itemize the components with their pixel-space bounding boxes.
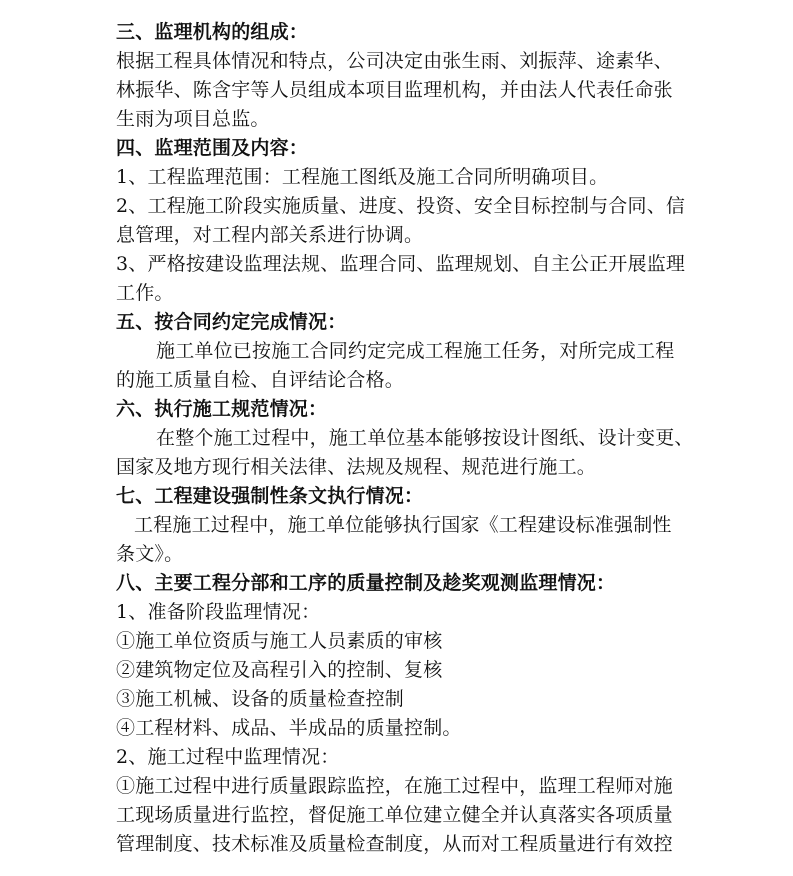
paragraph-line: 1、准备阶段监理情况：: [116, 601, 321, 623]
paragraph-line: 国家及地方现行相关法律、法规及规程、规范进行施工。: [116, 456, 597, 478]
section-heading-3: 三、监理机构的组成：: [116, 21, 309, 43]
paragraph-line: 工作。: [116, 282, 174, 304]
list-item: ③施工机械、设备的质量检查控制: [116, 688, 405, 710]
paragraph-line: 2、施工过程中监理情况：: [116, 746, 340, 768]
section-heading-4: 四、监理范围及内容：: [116, 137, 309, 159]
paragraph-line: 的施工质量自检、自评结论合格。: [116, 369, 405, 391]
paragraph-line: 施工单位已按施工合同约定完成工程施工任务，对所完成工程: [156, 340, 675, 362]
paragraph-line: 工程施工过程中，施工单位能够执行国家《工程建设标准强制性: [134, 514, 672, 536]
paragraph-line: 林振华、陈含宇等人员组成本项目监理机构，并由法人代表任命张: [116, 79, 673, 101]
paragraph-line: 息管理，对工程内部关系进行协调。: [116, 224, 424, 246]
paragraph-line: 2、工程施工阶段实施质量、进度、投资、安全目标控制与合同、信: [116, 195, 686, 217]
paragraph-line: 1、工程监理范围：工程施工图纸及施工合同所明确项目。: [116, 166, 609, 188]
paragraph-line: 工现场质量进行监控，督促施工单位建立健全并认真落实各项质量: [116, 804, 673, 826]
list-item: ①施工过程中进行质量跟踪监控，在施工过程中，监理工程师对施: [116, 775, 673, 797]
list-item: ④工程材料、成品、半成品的质量控制。: [116, 717, 462, 739]
paragraph-line: 生雨为项目总监。: [116, 108, 270, 130]
section-heading-7: 七、工程建设强制性条文执行情况：: [116, 485, 424, 507]
section-heading-6: 六、执行施工规范情况：: [116, 398, 328, 420]
document-page: [116, 18, 716, 859]
paragraph-line: 在整个施工过程中，施工单位基本能够按设计图纸、设计变更、: [156, 427, 694, 449]
paragraph-line: 3、严格按建设监理法规、监理合同、监理规划、自主公正开展监理: [116, 253, 686, 275]
list-item: ②建筑物定位及高程引入的控制、复核: [116, 659, 443, 681]
paragraph-line: 根据工程具体情况和特点，公司决定由张生雨、刘振萍、途素华、: [116, 50, 673, 72]
paragraph-line: 条文》。: [116, 543, 184, 565]
list-item: ①施工单位资质与施工人员素质的审核: [116, 630, 443, 652]
section-heading-5: 五、按合同约定完成情况：: [116, 311, 347, 333]
section-heading-8: 八、主要工程分部和工序的质量控制及趁奖观测监理情况：: [116, 572, 616, 594]
paragraph-line: 管理制度、技术标准及质量检查制度，从而对工程质量进行有效控: [116, 833, 673, 855]
